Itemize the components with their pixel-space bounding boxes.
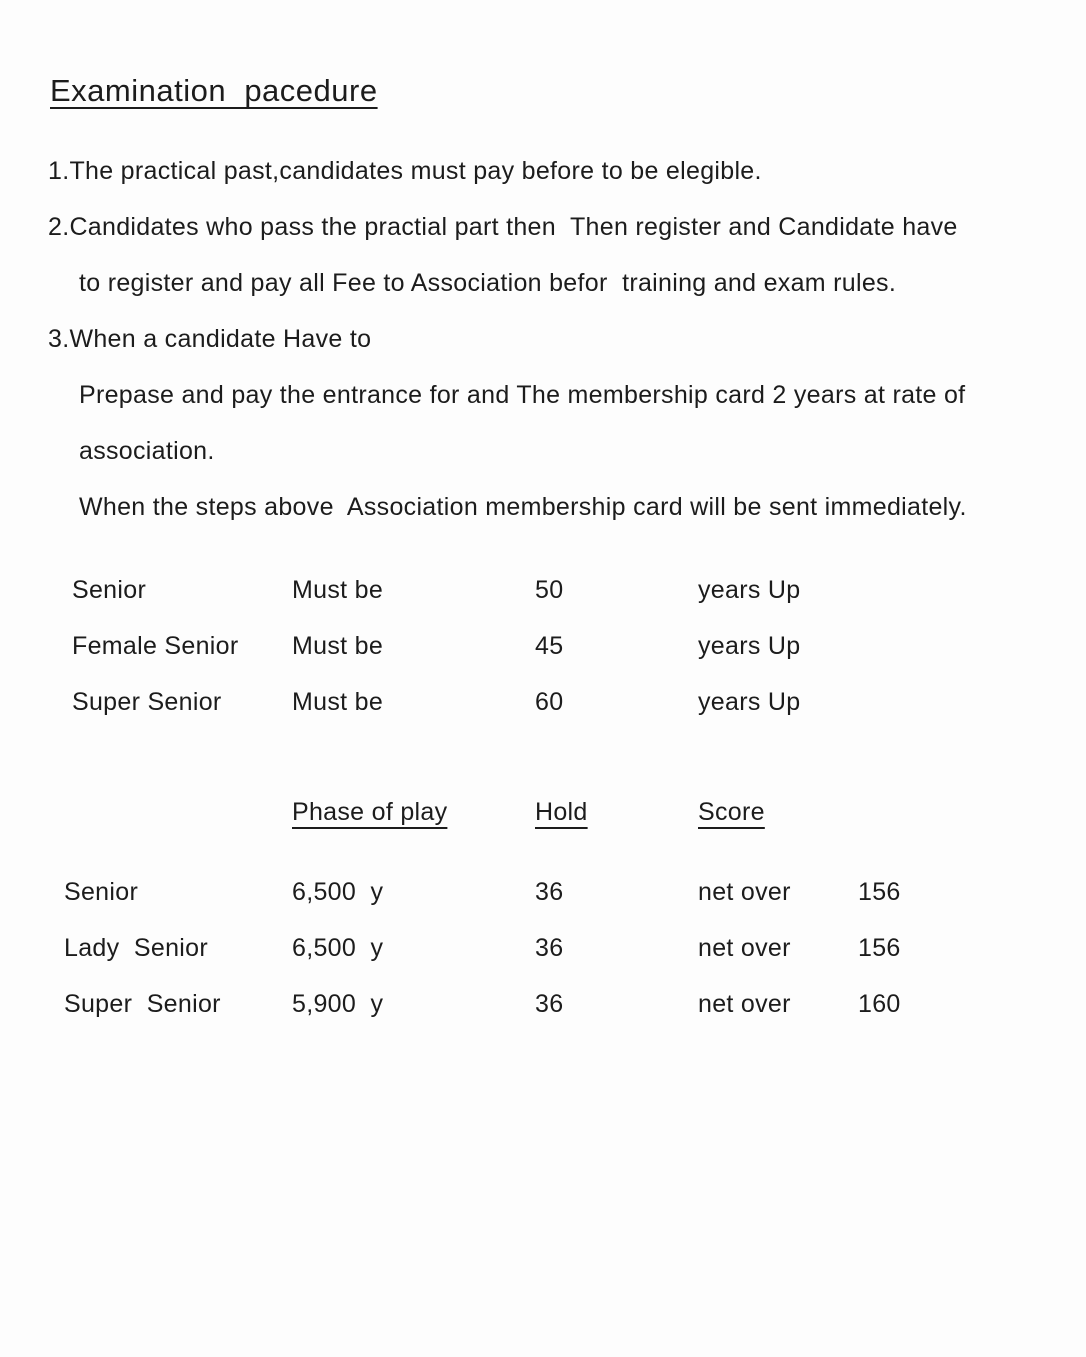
age-row-unit: years Up <box>698 576 801 604</box>
play-row-phase: 5,900 y <box>292 990 384 1018</box>
header-hold: Hold <box>535 798 588 826</box>
table-row <box>0 575 1086 607</box>
age-row-unit: years Up <box>698 632 801 660</box>
age-row-category: Female Senior <box>72 632 239 660</box>
play-row-phase: 6,500 y <box>292 934 384 962</box>
table-row <box>0 989 1086 1021</box>
procedure-item-3-line-1: 3.When a candidate Have to <box>48 325 372 353</box>
play-row-category: Lady Senior <box>64 934 208 962</box>
age-row-age: 50 <box>535 576 564 604</box>
header-phase-of-play: Phase of play <box>292 798 448 826</box>
age-row-category: Super Senior <box>72 688 222 716</box>
play-row-hold: 36 <box>535 990 564 1018</box>
play-row-score-value: 156 <box>858 878 901 906</box>
play-row-hold: 36 <box>535 934 564 962</box>
play-row-score-label: net over <box>698 990 791 1018</box>
procedure-item-1: 1.The practical past,candidates must pay before to be elegible. <box>48 157 762 185</box>
procedure-item-2-line-1: 2.Candidates who pass the practial part then Then register and Candidate have <box>48 213 958 241</box>
age-row-unit: years Up <box>698 688 801 716</box>
play-row-score-value: 160 <box>858 990 901 1018</box>
procedure-item-3-line-3: association. <box>79 437 215 465</box>
age-row-condition: Must be <box>292 632 384 660</box>
play-row-category: Super Senior <box>64 990 221 1018</box>
play-row-hold: 36 <box>535 878 564 906</box>
procedure-item-3-line-2: Prepase and pay the entrance for and The membership card 2 years at rate of <box>79 381 966 409</box>
play-row-category: Senior <box>64 878 139 906</box>
age-row-age: 60 <box>535 688 564 716</box>
table-header-row <box>0 797 1086 829</box>
table-row <box>0 687 1086 719</box>
age-row-category: Senior <box>72 576 147 604</box>
header-score: Score <box>698 798 765 826</box>
play-row-score-value: 156 <box>858 934 901 962</box>
play-row-score-label: net over <box>698 878 791 906</box>
play-row-phase: 6,500 y <box>292 878 384 906</box>
table-row <box>0 631 1086 663</box>
play-row-score-label: net over <box>698 934 791 962</box>
page-title: Examination pacedure <box>50 73 378 108</box>
age-row-condition: Must be <box>292 688 384 716</box>
procedure-item-2-line-2: to register and pay all Fee to Association befor training and exam rules. <box>79 269 897 297</box>
age-row-age: 45 <box>535 632 564 660</box>
table-row <box>0 877 1086 909</box>
procedure-item-3-line-4: When the steps above Association membership card will be sent immediately. <box>79 493 967 521</box>
age-row-condition: Must be <box>292 576 384 604</box>
table-row <box>0 933 1086 965</box>
